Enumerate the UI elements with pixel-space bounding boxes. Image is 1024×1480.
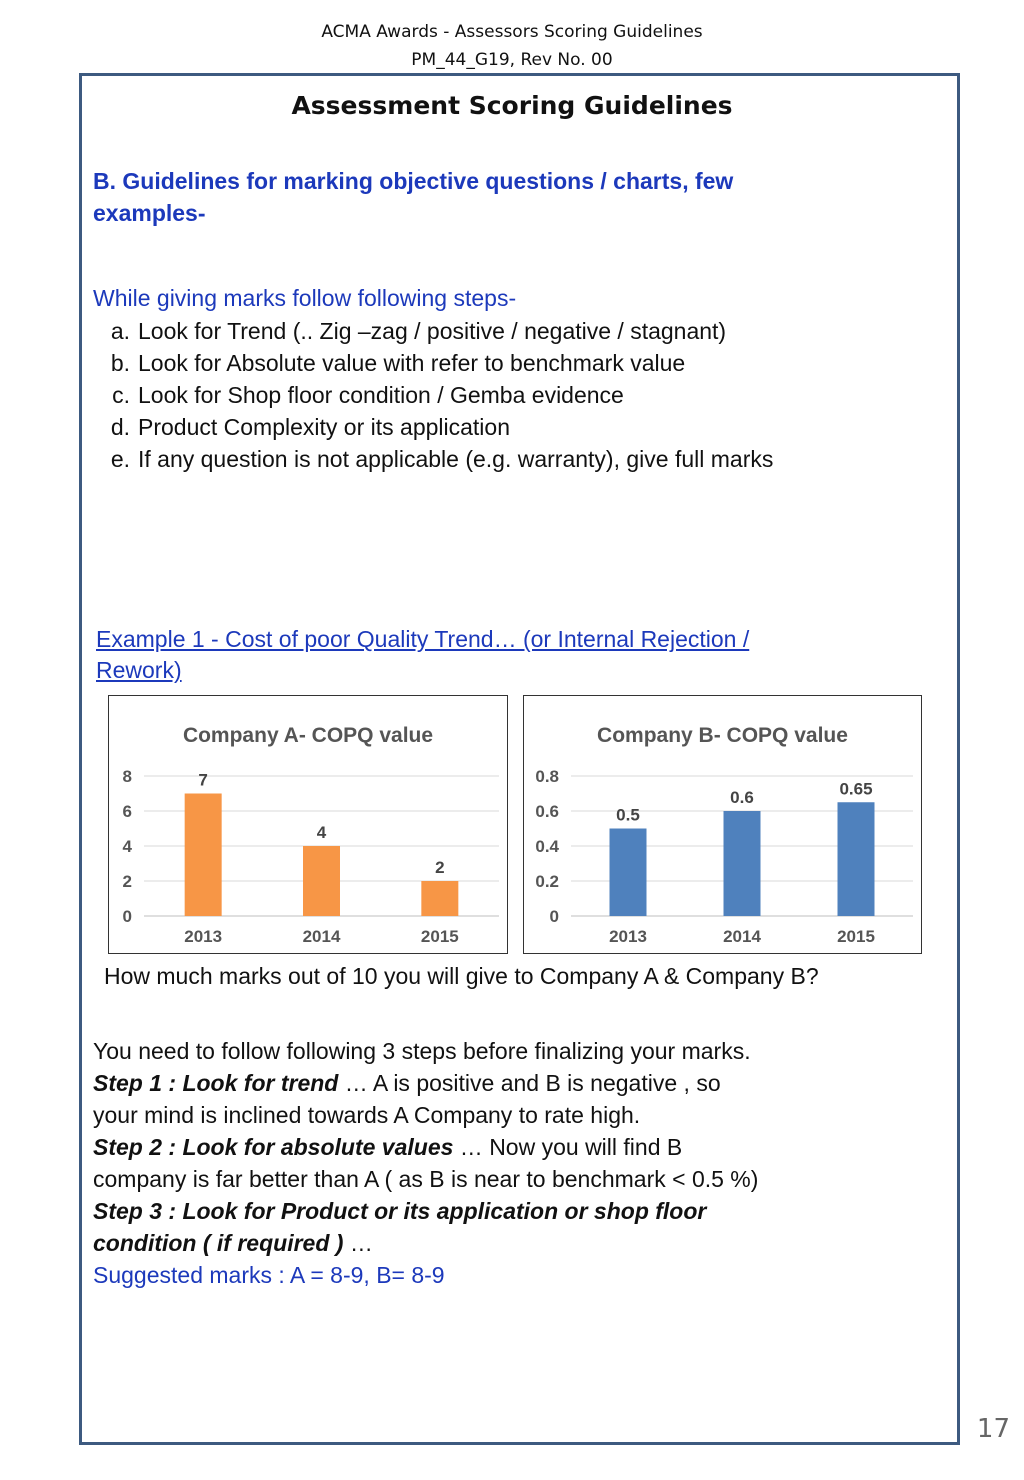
document-header-line2: PM_44_G19, Rev No. 00 (411, 50, 613, 70)
page-number: 17 (976, 1414, 1010, 1444)
data-label: 7 (198, 770, 208, 790)
bar (610, 829, 647, 917)
steps-list-item (98, 443, 928, 475)
y-tick-label: 0 (549, 907, 559, 926)
steps-list-letter: c. (112, 382, 130, 408)
bar (421, 881, 458, 916)
explanation-line3: your mind is inclined towards A Company to rate high. (93, 1102, 641, 1128)
bar (185, 794, 222, 917)
explanation-step3 (93, 1195, 923, 1227)
example-heading-line2[interactable]: Rework) (96, 657, 182, 683)
chart-company-a-svg (109, 696, 507, 953)
steps-list-text: If any question is not applicable (e.g. warranty), give full marks (138, 446, 774, 472)
y-tick-label: 6 (122, 802, 132, 821)
bar (838, 802, 875, 916)
y-tick-label: 0.8 (535, 767, 559, 786)
steps-list-letter: a. (110, 318, 130, 344)
steps-list (98, 315, 928, 475)
step2-label: Step 2 : Look for absolute values (93, 1134, 454, 1160)
steps-list-item (98, 315, 928, 347)
explanation-step2 (93, 1131, 923, 1163)
y-tick-label: 0.6 (535, 802, 559, 821)
steps-list-letter: e. (110, 446, 130, 472)
x-tick-label: 2013 (609, 927, 647, 946)
x-tick-label: 2013 (184, 927, 223, 946)
steps-list-text: Look for Absolute value with refer to benchmark value (138, 350, 686, 376)
steps-intro: While giving marks follow following steps- (93, 285, 517, 311)
steps-list-item (98, 379, 928, 411)
explanation-line5: company is far better than A ( as B is near to benchmark < 0.5 %) (93, 1166, 759, 1192)
section-heading-line2: examples- (93, 200, 206, 226)
question-text: How much marks out of 10 you will give to Company A & Company B? (104, 963, 819, 989)
steps-list-item (98, 411, 928, 443)
bar (303, 846, 340, 916)
section-heading (93, 165, 933, 229)
chart-company-b (523, 695, 922, 954)
page-title: Assessment Scoring Guidelines (291, 91, 733, 120)
suggested-marks: Suggested marks : A = 8-9, B= 8-9 (93, 1262, 445, 1288)
y-tick-label: 2 (122, 872, 132, 891)
data-label: 0.6 (730, 788, 754, 807)
chart-title: Company A- COPQ value (182, 724, 434, 747)
steps-list-letter: d. (110, 414, 130, 440)
x-tick-label: 2015 (837, 927, 875, 946)
explanation-line1: You need to follow following 3 steps before finalizing your marks. (93, 1038, 751, 1064)
explanation-step3-cont (93, 1227, 923, 1259)
example-heading[interactable] (96, 624, 926, 686)
x-tick-label: 2014 (723, 927, 761, 946)
x-tick-label: 2014 (302, 927, 341, 946)
y-tick-label: 0.2 (535, 872, 559, 891)
y-tick-label: 4 (122, 837, 132, 856)
steps-list-text: Product Complexity or its application (138, 414, 510, 440)
step3-label: Step 3 : Look for Product or its application or shop floor (93, 1198, 707, 1224)
steps-list-text: Look for Trend (.. Zig –zag / positive / negative / stagnant) (138, 318, 727, 344)
chart-company-a (108, 695, 508, 954)
x-tick-label: 2015 (420, 927, 459, 946)
step3-label-cont: condition ( if required ) (93, 1230, 344, 1256)
step2-text: … Now you will find B (453, 1134, 683, 1160)
data-label: 0.5 (616, 805, 640, 825)
step3-text: … (343, 1230, 373, 1256)
step1-text: … A is positive and B is negative , so (338, 1070, 721, 1096)
steps-list-letter: b. (110, 350, 130, 376)
example-heading-line1[interactable]: Example 1 - Cost of poor Quality Trend… (or Internal Rejection / (96, 626, 750, 652)
steps-list-item (98, 347, 928, 379)
data-label: 0.65 (839, 779, 873, 799)
step1-label: Step 1 : Look for trend (93, 1070, 339, 1096)
explanation (93, 1035, 923, 1291)
y-tick-label: 8 (122, 767, 132, 786)
chart-title: Company B- COPQ value (597, 724, 848, 747)
steps-list-text: Look for Shop floor condition / Gemba evidence (138, 382, 624, 408)
bar (724, 811, 761, 916)
data-label: 4 (316, 823, 327, 842)
data-label: 2 (435, 858, 445, 877)
chart-company-b-svg (524, 696, 921, 953)
explanation-step1 (93, 1067, 923, 1099)
document-header-line1: ACMA Awards - Assessors Scoring Guidelines (321, 22, 703, 42)
section-heading-line1: B. Guidelines for marking objective questions / charts, few (93, 168, 734, 194)
y-tick-label: 0 (122, 907, 132, 926)
y-tick-label: 0.4 (535, 837, 559, 856)
